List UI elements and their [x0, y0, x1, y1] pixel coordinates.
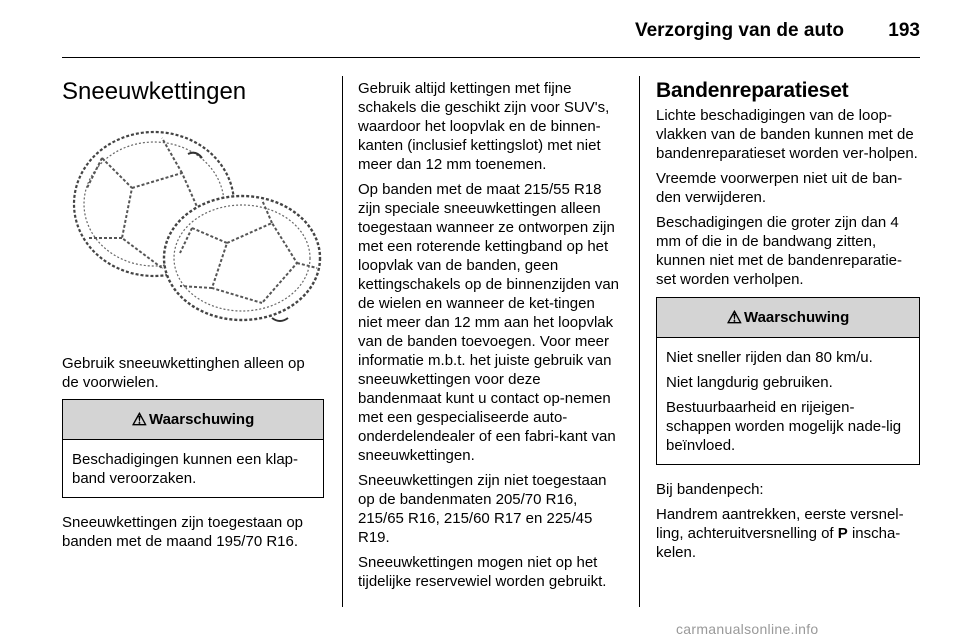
column-2	[358, 79, 623, 597]
paragraph: Sneeuwkettingen zijn toegestaan op banden met de maand 195/70 R16.	[62, 514, 304, 550]
paragraph: Sneeuwkettingen mogen niet op het tijdelijke reservewiel worden gebruikt.	[358, 554, 607, 590]
warning-text: Beschadigingen kunnen een klap-band veroorzaken.	[72, 451, 299, 487]
page-header	[62, 0, 920, 58]
paragraph: Op banden met de maat 215/55 R18 zijn speciale sneeuwkettingen alleen toegestaan wanneer ze ontworpen zijn met een roterende kettingband op het loopvlak van de banden, geen kettingschakels op de binnenzijden van de wielen en wanneer de ket-tingen niet meer dan 12 mm aan het loopvlak van de banden toevoegen. Voor meer informatie m.b.t. het juiste gebruik van sneeuwkettingen voor deze bandenmaat kunt u contact op-nemen met een gespecialiseerde auto-onderdelendealer of een fabri-kant van sneeuwkettingen.	[358, 181, 620, 464]
paragraph: Gebruik altijd kettingen met fijne schakels die geschikt zijn voor SUV's, waardoor het loopvlak en de binnen-kanten (inclusief kettingslot) met niet meer dan 12 mm toenemen.	[358, 80, 610, 173]
paragraph: Gebruik sneeuwkettinghen alleen op de voorwielen.	[62, 355, 305, 391]
warning-label: Waarschuwing	[743, 309, 850, 326]
warning-header	[657, 298, 919, 338]
warning-label: Waarschuwing	[148, 411, 255, 428]
warning-triangle-icon: ⚠	[726, 308, 742, 327]
paragraph: Bij bandenpech:	[656, 481, 764, 498]
column-3	[656, 76, 920, 568]
warning-box	[62, 399, 324, 498]
warning-box	[656, 297, 920, 465]
paragraph: Lichte beschadigingen van de loop-vlakken van de banden kunnen met de bandenreparatieset worden ver-holpen.	[656, 107, 918, 162]
section-heading-tyre-repair-kit: Bandenreparatieset	[656, 79, 849, 102]
column-divider-1	[342, 76, 343, 607]
column-1	[62, 76, 324, 557]
gear-p-label: P	[837, 525, 848, 542]
paragraph: Sneeuwkettingen zijn niet toegestaan op de bandenmaten 205/70 R16, 215/65 R16, 215/60 R17 en 225/45 R19.	[358, 472, 607, 546]
warning-text: Bestuurbaarheid en rijeigen-schappen worden mogelijk nade-lig beïnvloed.	[666, 399, 902, 454]
warning-body	[657, 338, 919, 464]
section-heading-snow-chains: Sneeuwkettingen	[62, 78, 247, 105]
snow-chains-illustration	[62, 118, 324, 330]
watermark: carmanualsonline.info	[676, 621, 819, 637]
warning-triangle-icon: ⚠	[131, 410, 147, 429]
page-number: 193	[888, 20, 920, 41]
paragraph-text: inscha-kelen.	[656, 525, 901, 561]
paragraph: Vreemde voorwerpen niet uit de ban-den verwijderen.	[656, 170, 903, 206]
paragraph	[656, 505, 920, 562]
snow-chains-icon	[62, 118, 324, 330]
warning-header	[63, 400, 323, 440]
paragraph-text: Handrem aantrekken, eerste versnel-ling, achteruitversnelling of	[656, 506, 904, 542]
warning-text: Niet sneller rijden dan 80 km/u.	[666, 349, 873, 366]
warning-text: Niet langdurig gebruiken.	[666, 374, 833, 391]
column-divider-2	[639, 76, 640, 607]
warning-body	[63, 440, 323, 497]
paragraph: Beschadigingen die groter zijn dan 4 mm of die in de bandwang zitten, kunnen niet met de bandenreparatie-set worden verholpen.	[656, 214, 903, 288]
header-title: Verzorging van de auto	[634, 20, 844, 41]
